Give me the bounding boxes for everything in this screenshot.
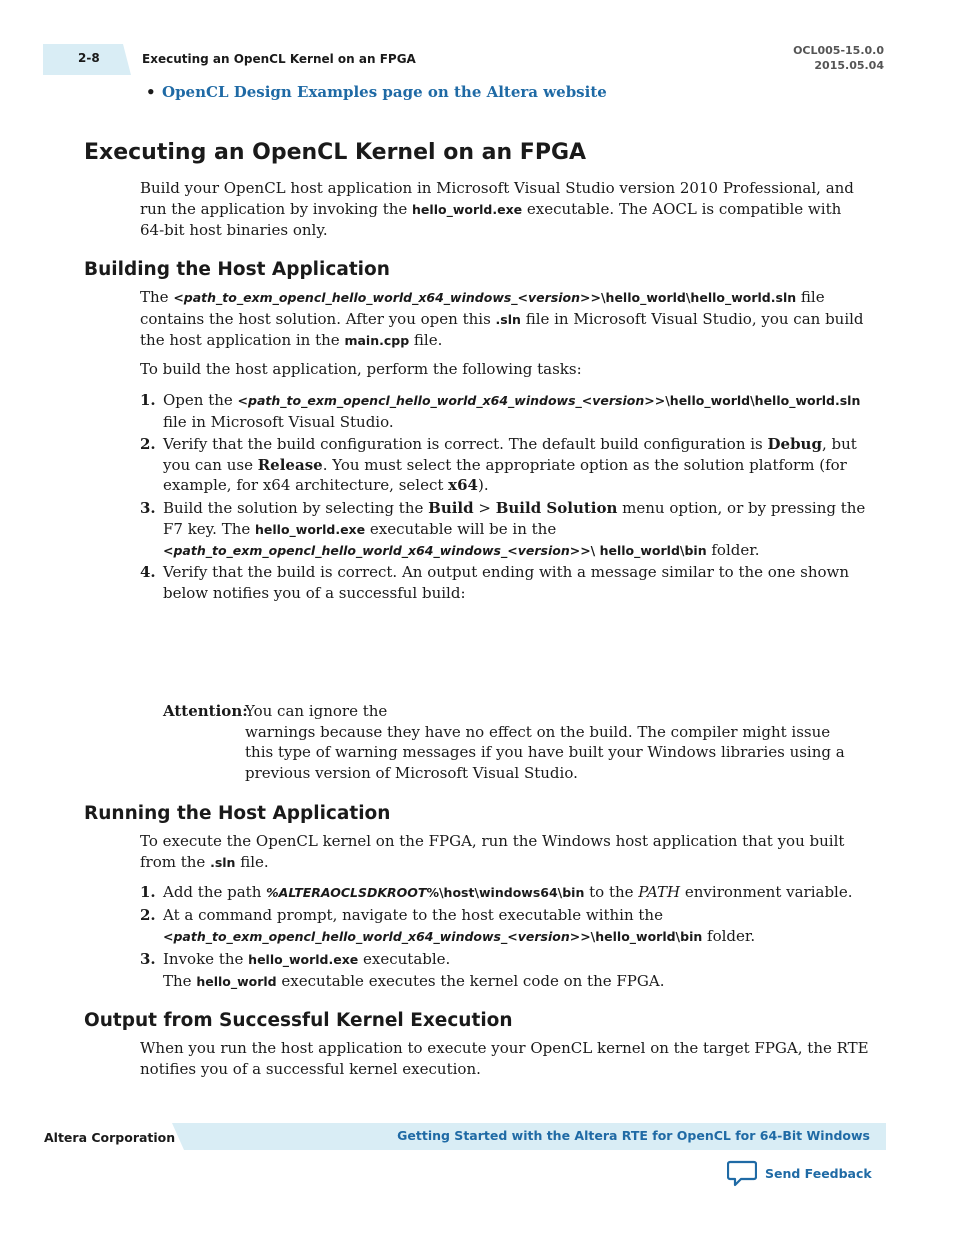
build-step-3: 3. Build the solution by selecting the Build > Build Solution menu option, or by pressing the F7 key. The hello_world.exe executable will be in the <path_to_exm_opencl_hello_world_x64_windows_<version>>\ hello_world\bin folder. [140,499,866,559]
intro-paragraph: Build your OpenCL host application in Microsoft Visual Studio version 2010 Professional, and run the application by invoking the hello_world.exe executable. The AOCL is compatible with 64-bit host binaries only. [140,179,854,239]
build-step-1: 1. Open the <path_to_exm_opencl_hello_world_x64_windows_<version>>\hello_world\hello_world.sln file in Microsoft Visual Studio. [140,391,861,431]
run-step-2: 2. At a command prompt, navigate to the host executable within the <path_to_exm_opencl_hello_world_x64_windows_<version>>\hello_world\bin folder. [140,906,756,945]
footer-guide-title[interactable]: Getting Started with the Altera RTE for OpenCL for 64-Bit Windows [397,1128,870,1143]
output-heading: Output from Successful Kernel Execution [84,1010,513,1031]
output-paragraph: When you run the host application to execute your OpenCL kernel on the target FPGA, the RTE notifies you of a successful kernel execution. [140,1039,869,1078]
doc-id: OCL005-15.0.0 [793,44,884,57]
running-heading: Running the Host Application [84,803,391,824]
build-step-2: 2. Verify that the build configuration is correct. The default build configuration is Debug, but you can use Release. You must select the appropriate option as the solution platform (for example, for x64 architecture, select x64). [140,435,857,494]
attention-text-a: You can ignore the [245,702,388,720]
send-feedback-label: Send Feedback [765,1165,872,1181]
footer-company: Altera Corporation [44,1130,176,1145]
attention-text-b: warnings because they have no effect on the build. The compiler might issue this type of warning messages if you have built your Windows libraries using a previous version of Microsoft Visual Studio. [245,722,845,782]
build-step-4: 4. Verify that the build is correct. An output ending with a message similar to the one shown below notifies you of a successful build: [140,563,850,602]
build-tasks-intro: To build the host application, perform the following tasks: [140,360,582,378]
send-feedback-link[interactable] [727,1158,872,1188]
design-examples-link[interactable]: • OpenCL Design Examples page on the Altera website [162,83,607,101]
building-heading: Building the Host Application [84,259,390,280]
feedback-bubble-icon [727,1158,757,1188]
build-paragraph: The <path_to_exm_opencl_hello_world_x64_windows_<version>>\hello_world\hello_world.sln file contains the host solution. After you open this .sln file in Microsoft Visual Studio, you can build the host application in the main.cpp file. [140,288,864,349]
section-heading: Executing an OpenCL Kernel on an FPGA [84,140,587,165]
attention-note: Attention: You can ignore the warnings because they have no effect on the build. The compiler might issue this type of warning messages if you have built your Windows libraries using a previous version of Microsoft Visual Studio. [163,701,863,783]
run-step-1: 1. Add the path %ALTERAOCLSDKROOT%\host\windows64\bin to the PATH environment variable. [140,883,853,901]
running-header-title: Executing an OpenCL Kernel on an FPGA [142,52,416,66]
doc-date: 2015.05.04 [814,59,884,72]
doc-info [793,43,884,73]
run-paragraph: To execute the OpenCL kernel on the FPGA, run the Windows host application that you built from the .sln file. [140,832,845,871]
run-step-3: 3. Invoke the hello_world.exe executable. The hello_world executable executes the kernel code on the FPGA. [140,950,665,990]
page-number: 2-8 [78,51,100,65]
